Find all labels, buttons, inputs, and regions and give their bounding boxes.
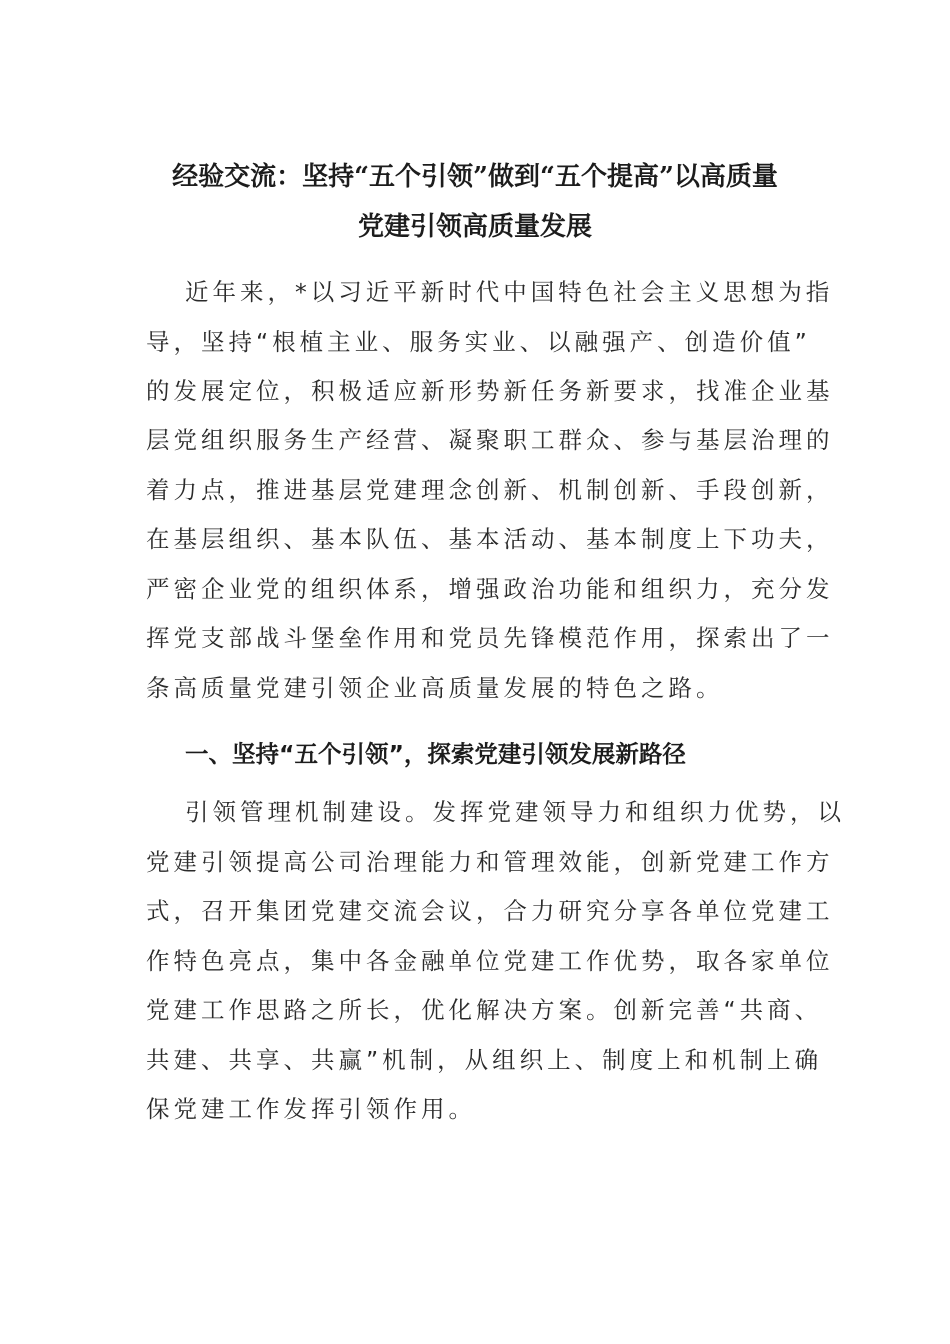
intro-paragraph-line: 条高质量党建引领企业高质量发展的特色之路。 <box>146 674 724 702</box>
section1-paragraph-line: 作特色亮点，集中各金融单位党建工作优势，取各家单位 <box>146 947 834 975</box>
document-title-line-2: 党建引领高质量发展 <box>357 212 592 242</box>
section1-paragraph-line: 保党建工作发挥引领作用。 <box>146 1095 476 1123</box>
intro-paragraph-line: 严密企业党的组织体系，增强政治功能和组织力，充分发 <box>146 575 834 603</box>
intro-paragraph-line: 层党组织服务生产经营、凝聚职工群众、参与基层治理的 <box>146 426 834 454</box>
section1-paragraph-line: 共建、共享、共赢”机制，从组织上、制度上和机制上确 <box>146 1046 823 1074</box>
intro-paragraph-line: 挥党支部战斗堡垒作用和党员先锋模范作用，探索出了一 <box>146 624 834 652</box>
section-heading-1: 一、坚持“五个引领”，探索党建引领发展新路径 <box>185 740 686 768</box>
intro-paragraph-line: 的发展定位，积极适应新形势新任务新要求，找准企业基 <box>146 377 834 405</box>
section1-paragraph-line: 引领管理机制建设。发挥党建领导力和组织力优势，以 <box>185 798 845 826</box>
section1-paragraph-line: 党建工作思路之所长，优化解决方案。创新完善“共商、 <box>146 996 823 1024</box>
document-title-line-1: 经验交流：坚持“五个引领”做到“五个提高”以高质量 <box>172 162 778 192</box>
intro-paragraph-line: 在基层组织、基本队伍、基本活动、基本制度上下功夫， <box>146 525 834 553</box>
section1-paragraph-line: 式，召开集团党建交流会议，合力研究分享各单位党建工 <box>146 897 834 925</box>
intro-paragraph-line: 着力点，推进基层党建理念创新、机制创新、手段创新， <box>146 476 834 504</box>
intro-paragraph-line: 近年来，*以习近平新时代中国特色社会主义思想为指 <box>185 278 834 306</box>
section1-paragraph-line: 党建引领提高公司治理能力和管理效能，创新党建工作方 <box>146 848 834 876</box>
intro-paragraph-line: 导，坚持“根植主业、服务实业、以融强产、创造价值” <box>146 328 811 356</box>
